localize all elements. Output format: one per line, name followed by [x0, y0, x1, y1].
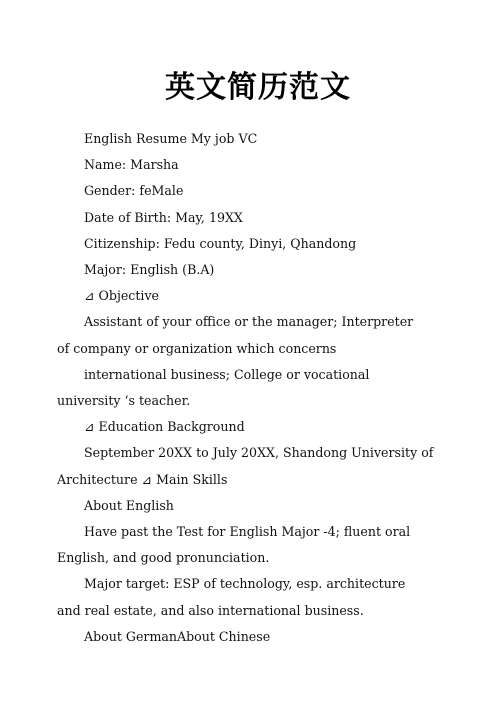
text-line: Have past the Test for English Major -4; fluent oral [84, 524, 411, 540]
text-line: Gender: feMale [84, 183, 184, 199]
text-line: of company or organization which concerns [57, 340, 337, 356]
text-line: About GermanAbout Chinese [84, 628, 271, 644]
text-line: English, and good pronunciation. [57, 550, 270, 566]
text-line: Name: Marsha [84, 157, 179, 173]
section-heading: ⊿ Objective [84, 288, 160, 304]
text-line: Assistant of your office or the manager; Interpreter [84, 314, 414, 330]
text-line: university ‘s teacher. [57, 393, 191, 409]
text-line: Major: English (B.A) [84, 262, 215, 278]
text-line: About English [84, 497, 174, 513]
section-heading: ⊿ Education Background [84, 419, 245, 435]
text-line: international business; College or vocational [84, 366, 370, 382]
text-line: English Resume My job VC [84, 131, 258, 146]
document-title: 英文简历范文 [165, 70, 351, 105]
text-line: Date of Birth: May, 19XX [84, 209, 243, 225]
text-line: Citizenship: Fedu county, Dinyi, Qhandong [84, 235, 357, 251]
text-line: Major target: ESP of technology, esp. architecture [84, 576, 406, 592]
text-line: Architecture ⊿ Main Skills [57, 471, 228, 487]
text-line: and real estate, and also international business. [57, 602, 364, 618]
text-line: September 20XX to July 20XX, Shandong University of [84, 445, 434, 461]
document-body [57, 126, 447, 650]
